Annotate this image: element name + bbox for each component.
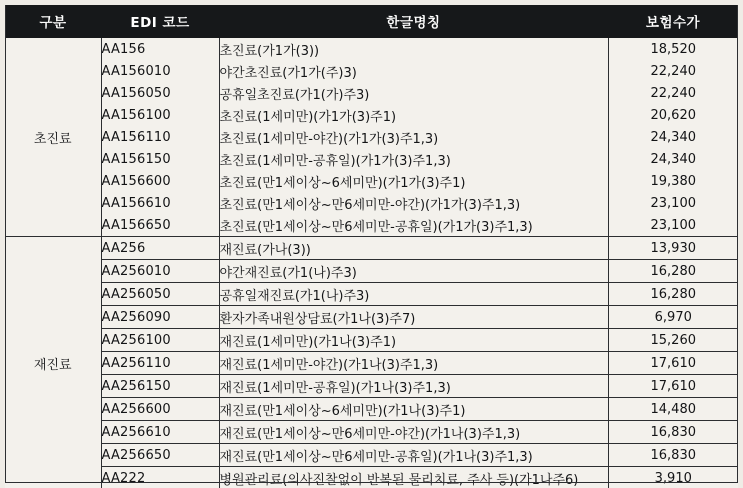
table-row <box>5 398 738 421</box>
column-header-edi-code: EDI 코드 <box>101 5 219 38</box>
edi-code: AA222 <box>101 467 219 488</box>
edi-code: AA156050 <box>101 82 219 104</box>
edi-code: AA256650 <box>101 444 219 467</box>
table-row <box>5 148 738 170</box>
insurance-fee: 16,830 <box>608 444 738 467</box>
table-row <box>5 329 738 352</box>
table-row <box>5 467 738 488</box>
insurance-fee: 22,240 <box>608 82 738 104</box>
table-row <box>5 126 738 148</box>
table-row <box>5 38 738 60</box>
edi-code: AA256090 <box>101 306 219 329</box>
insurance-fee: 13,930 <box>608 237 738 260</box>
insurance-fee: 19,380 <box>608 170 738 192</box>
edi-code: AA156610 <box>101 192 219 214</box>
korean-name: 초진료(1세미만-공휴일)(가1가(3)주1,3) <box>219 148 608 170</box>
korean-name: 초진료(1세미만)(가1가(3)주1) <box>219 104 608 126</box>
insurance-fee: 14,480 <box>608 398 738 421</box>
table-row <box>5 237 738 260</box>
edi-code: AA256010 <box>101 260 219 283</box>
insurance-fee: 16,830 <box>608 421 738 444</box>
korean-name: 초진료(가1가(3)) <box>219 38 608 60</box>
insurance-fee: 23,100 <box>608 192 738 214</box>
table-row <box>5 421 738 444</box>
edi-code: AA256 <box>101 237 219 260</box>
table-section-revisit <box>5 237 738 488</box>
group-label-first-visit: 초진료 <box>5 38 101 237</box>
table-row <box>5 60 738 82</box>
korean-name: 재진료(1세미만-공휴일)(가1나(3)주1,3) <box>219 375 608 398</box>
edi-code: AA256110 <box>101 352 219 375</box>
korean-name: 재진료(1세미만)(가1나(3)주1) <box>219 329 608 352</box>
korean-name: 초진료(1세미만-야간)(가1가(3)주1,3) <box>219 126 608 148</box>
table-header-row <box>5 5 738 38</box>
table-row <box>5 306 738 329</box>
table-row <box>5 104 738 126</box>
korean-name: 재진료(가나(3)) <box>219 237 608 260</box>
table-row <box>5 82 738 104</box>
insurance-fee: 18,520 <box>608 38 738 60</box>
korean-name: 초진료(만1세이상~만6세미만-야간)(가1가(3)주1,3) <box>219 192 608 214</box>
table-row <box>5 444 738 467</box>
insurance-fee: 6,970 <box>608 306 738 329</box>
edi-code: AA256100 <box>101 329 219 352</box>
edi-code: AA156650 <box>101 214 219 237</box>
table-section-first-visit <box>5 38 738 237</box>
group-label-revisit: 재진료 <box>5 237 101 488</box>
insurance-fee: 24,340 <box>608 148 738 170</box>
korean-name: 재진료(만1세이상~만6세미만-공휴일)(가1나(3)주1,3) <box>219 444 608 467</box>
edi-code: AA156150 <box>101 148 219 170</box>
table-row <box>5 192 738 214</box>
table-row <box>5 283 738 306</box>
korean-name: 야간초진료(가1가(주)3) <box>219 60 608 82</box>
edi-code: AA256150 <box>101 375 219 398</box>
insurance-fee: 23,100 <box>608 214 738 237</box>
table-header <box>5 5 738 38</box>
insurance-fee: 17,610 <box>608 352 738 375</box>
insurance-fee: 16,280 <box>608 283 738 306</box>
edi-code: AA256610 <box>101 421 219 444</box>
edi-code: AA156110 <box>101 126 219 148</box>
edi-code: AA156100 <box>101 104 219 126</box>
insurance-fee: 15,260 <box>608 329 738 352</box>
korean-name: 초진료(만1세이상~6세미만)(가1가(3)주1) <box>219 170 608 192</box>
insurance-fee: 20,620 <box>608 104 738 126</box>
korean-name: 환자가족내원상담료(가1나(3)주7) <box>219 306 608 329</box>
korean-name: 재진료(만1세이상~만6세미만-야간)(가1나(3)주1,3) <box>219 421 608 444</box>
table-row <box>5 260 738 283</box>
korean-name: 병원관리료(의사진찰없이 반복된 물리치료, 주사 등)(가1나주6) <box>219 467 608 488</box>
column-header-group: 구분 <box>5 5 101 38</box>
edi-code: AA256600 <box>101 398 219 421</box>
insurance-fee-table <box>5 5 738 488</box>
insurance-fee: 17,610 <box>608 375 738 398</box>
table-row <box>5 352 738 375</box>
edi-code: AA156010 <box>101 60 219 82</box>
table-row <box>5 214 738 237</box>
korean-name: 재진료(1세미만-야간)(가1나(3)주1,3) <box>219 352 608 375</box>
edi-code: AA256050 <box>101 283 219 306</box>
table-row <box>5 375 738 398</box>
insurance-fee: 24,340 <box>608 126 738 148</box>
insurance-fee: 16,280 <box>608 260 738 283</box>
edi-code: AA156600 <box>101 170 219 192</box>
column-header-korean-name: 한글명칭 <box>219 5 608 38</box>
korean-name: 공휴일재진료(가1(나)주3) <box>219 283 608 306</box>
korean-name: 공휴일초진료(가1(가)주3) <box>219 82 608 104</box>
edi-code: AA156 <box>101 38 219 60</box>
insurance-fee: 22,240 <box>608 60 738 82</box>
column-header-insurance-fee: 보험수가 <box>608 5 738 38</box>
table-row <box>5 170 738 192</box>
korean-name: 야간재진료(가1(나)주3) <box>219 260 608 283</box>
korean-name: 초진료(만1세이상~만6세미만-공휴일)(가1가(3)주1,3) <box>219 214 608 237</box>
insurance-fee: 3,910 <box>608 467 738 488</box>
korean-name: 재진료(만1세이상~6세미만)(가1나(3)주1) <box>219 398 608 421</box>
